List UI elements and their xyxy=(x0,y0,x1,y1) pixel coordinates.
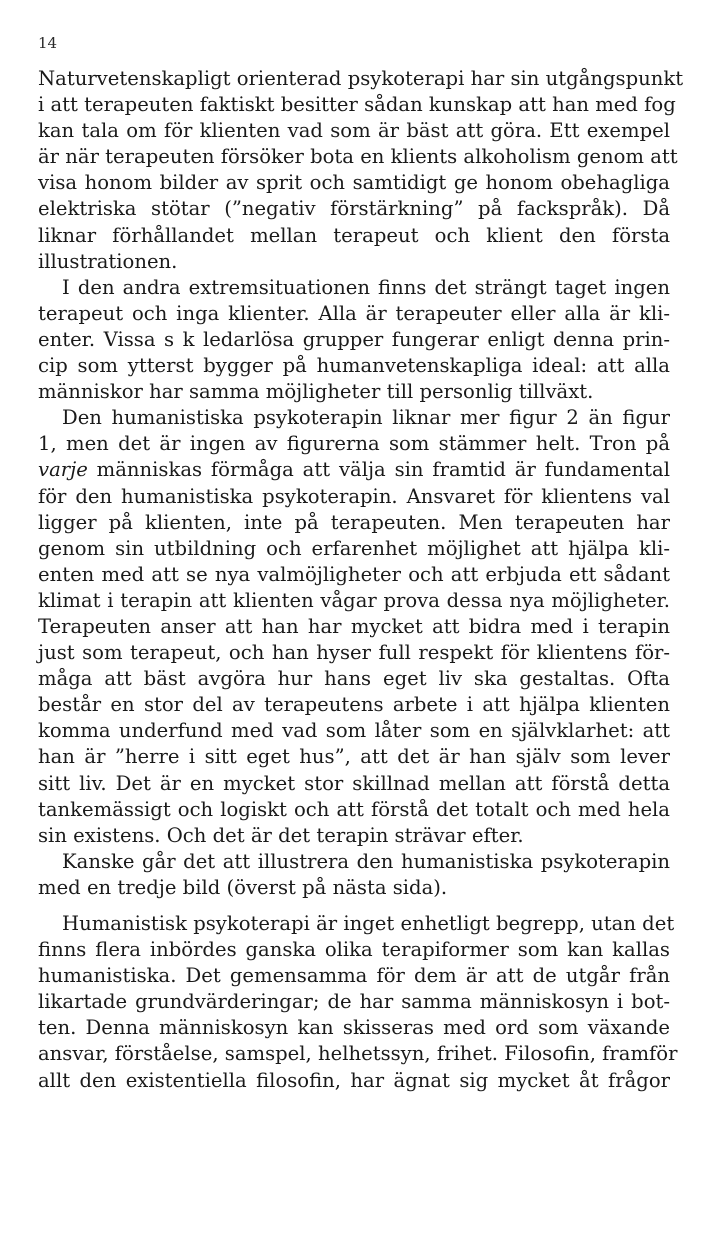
text-line: med en tredje bild (överst på nästa sida). xyxy=(38,875,448,899)
text-line: just som terapeut, och han hyser full respekt för klientens för- xyxy=(38,641,670,665)
text-line: Kanske går det att illustrera den humanistiska psykoterapin xyxy=(62,849,670,873)
text-line: tankemässigt och logiskt och att förstå det totalt och med hela xyxy=(38,797,670,821)
text-line: ligger på klienten, inte på terapeuten. Men terapeuten har xyxy=(38,510,670,534)
text-line: terapeut och inga klienter. Alla är terapeuter eller alla är kli- xyxy=(38,301,670,325)
text-line: cip som ytterst bygger på humanvetenskapliga ideal: att alla xyxy=(38,354,670,378)
paragraph xyxy=(38,911,678,1094)
paragraph xyxy=(38,66,684,275)
text-line: enter. Vissa s k ledarlösa grupper fungerar enligt denna prin- xyxy=(38,327,670,351)
text-line: komma underfund med vad som låter som en självklarhet: att xyxy=(38,719,670,743)
text-line: han är ”herre i sitt eget hus”, att det är han själv som lever xyxy=(38,745,670,769)
text-line: människor har samma möjligheter till personlig tillväxt. xyxy=(38,380,594,404)
paragraph xyxy=(38,275,670,405)
text-line: finns flera inbördes ganska olika terapiformer som kan kallas xyxy=(38,938,670,962)
text-line: ten. Denna människosyn kan skisseras med ord som växande xyxy=(38,1016,670,1040)
text-line: allt den existentiella filosofin, har ägnat sig mycket åt frågor xyxy=(38,1068,670,1092)
text-line: är när terapeuten försöker bota en klients alkoholism genom att xyxy=(38,145,678,169)
body-text xyxy=(38,66,684,1094)
text-line: genom sin utbildning och erfarenhet möjlighet att hjälpa kli- xyxy=(38,536,670,560)
text-line: Humanistisk psykoterapi är inget enhetligt begrepp, utan det xyxy=(62,912,675,935)
text-line: elektriska stötar (”negativ förstärkning” på fackspråk). Då xyxy=(38,197,670,221)
text-line: för den humanistiska psykoterapin. Ansvaret för klientens val xyxy=(38,484,670,508)
page-number: 14 xyxy=(38,34,58,52)
text-line: I den andra extremsituationen finns det strängt taget ingen xyxy=(62,275,670,299)
text-line: sin existens. Och det är det terapin strävar efter. xyxy=(38,823,524,847)
text-line: Den humanistiska psykoterapin liknar mer figur 2 än figur xyxy=(62,406,670,430)
text-line: kan tala om för klienten vad som är bäst att göra. Ett exempel xyxy=(38,119,670,143)
text-line: Terapeuten anser att han har mycket att bidra med i terapin xyxy=(38,614,670,638)
text-line: Naturvetenskapligt orienterad psykoterapi har sin utgångspunkt xyxy=(38,67,684,90)
text-line: likartade grundvärderingar; de har samma människosyn i bot- xyxy=(38,990,670,1014)
text-line: måga att bäst avgöra hur hans eget liv ska gestaltas. Ofta xyxy=(38,667,670,691)
text-line: 1, men det är ingen av figurerna som stämmer helt. Tron på xyxy=(38,432,670,456)
text-line: enten med att se nya valmöjligheter och att erbjuda ett sådant xyxy=(38,562,670,586)
text-line: varje människas förmåga att välja sin framtid är fundamental xyxy=(38,458,670,482)
text-line: illustrationen. xyxy=(38,249,178,273)
text-line: klimat i terapin att klienten vågar prova dessa nya möjligheter. xyxy=(38,588,670,612)
paragraph xyxy=(38,405,670,849)
paragraph xyxy=(38,849,670,901)
text-line: sitt liv. Det är en mycket stor skillnad mellan att förstå detta xyxy=(38,771,670,795)
text-line: består en stor del av terapeutens arbete i att hjälpa klienten xyxy=(38,693,670,717)
text-line: ansvar, förståelse, samspel, helhetssyn, frihet. Filosofin, framför xyxy=(38,1042,678,1066)
text-line: i att terapeuten faktiskt besitter sådan kunskap att han med fog xyxy=(38,93,676,117)
text-line: liknar förhållandet mellan terapeut och klient den första xyxy=(38,223,670,247)
text-line: visa honom bilder av sprit och samtidigt ge honom obehagliga xyxy=(38,171,670,195)
text-line: humanistiska. Det gemensamma för dem är att de utgår från xyxy=(38,964,670,988)
